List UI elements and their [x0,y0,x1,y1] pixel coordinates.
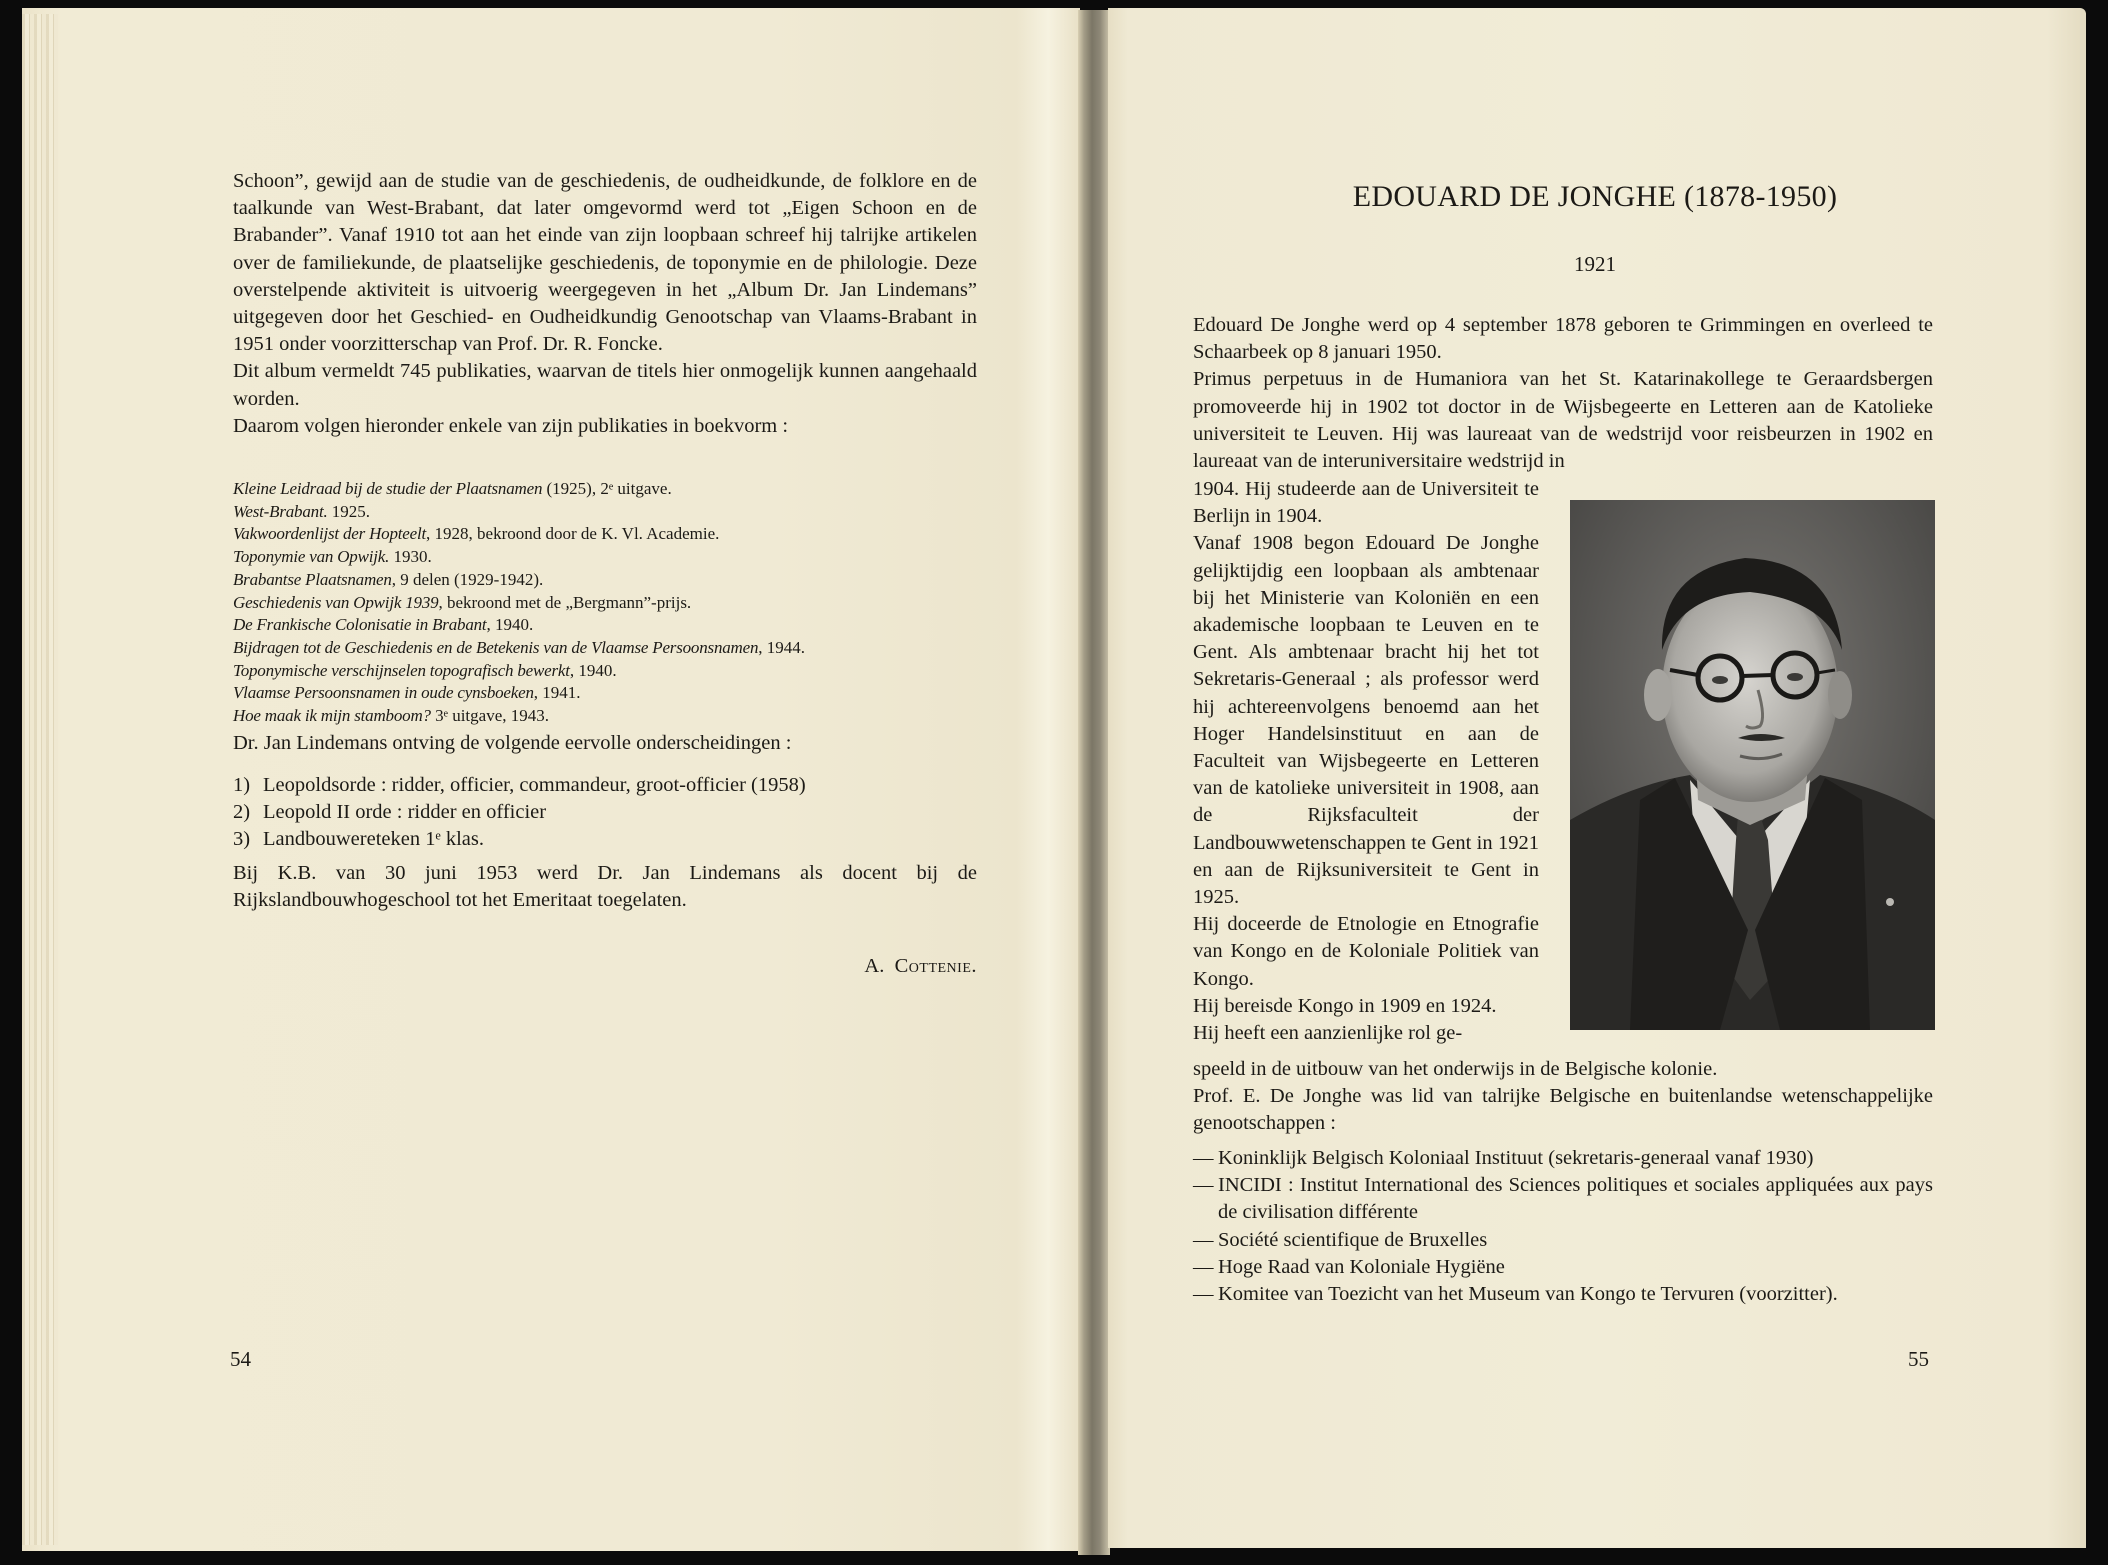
honour-number: 1) [233,774,251,796]
book-gutter [1078,10,1110,1555]
membership-item [1193,1172,1933,1226]
left-body-text [233,168,977,440]
membership-text: Hoge Raad van Koloniale Hygiëne [1218,1255,1505,1278]
closing-paragraph: Bij K.B. van 30 juni 1953 werd Dr. Jan Lindemans als docent bij de Rijkslandbouwhogeschool tot het Emeritaat toegelaten. [233,862,977,912]
paragraph: Hij bereisde Kongo in 1909 en 1924. [1193,994,1497,1017]
publication-title: Toponymie van Opwijk. [233,547,390,567]
honours-list [233,772,993,854]
paragraph: Primus perpetuus in de Humaniora van het St. Katarinakollege te Geraardsbergen promoveerde hij in 1902 tot doctor in de Wijsbegeerte en Letteren aan de Katolieke universiteit te Leuven. Hij was laureaat van de wedstrijd voor reisbeurzen in 1902 en laureaat van de interuniversitaire wedstrijd in [1193,368,1933,473]
page-edge-stack [22,14,58,1545]
membership-text: INCIDI : Institut International des Sciences politiques et sociales appliquées aux pays de civilisation différente [1218,1174,1933,1224]
page-number-right: 55 [1908,1347,1929,1371]
signature-name: Cottenie. [894,955,977,977]
author-signature [700,953,977,980]
publication-title: Vakwoordenlijst der Hopteelt [233,524,427,544]
membership-item [1193,1227,1933,1254]
membership-text: Société scientifique de Bruxelles [1218,1228,1488,1251]
right-wide-text [1193,1056,1933,1138]
honour-number: 3) [233,828,251,851]
paragraph: Hij heeft een aanzienlijke rol ge- [1193,1022,1463,1045]
paragraph: Daarom volgen hieronder enkele van zijn publikaties in boekvorm : [233,414,789,437]
dash-bullet-icon: — [1193,1255,1214,1278]
publication-title: Vlaamse Persoonsnamen in oude cynsboeken [233,683,534,703]
membership-item [1193,1145,1933,1172]
publication-detail: , 1940. [486,615,534,635]
honour-text: Leopoldsorde : ridder, officier, commandeur, groot-officier (1958) [263,774,806,796]
publication-detail: , 1941. [533,683,581,703]
membership-item [1193,1254,1933,1281]
dash-bullet-icon: — [1193,1228,1214,1251]
publication-item [233,592,993,615]
honour-text: Landbouwereteken 1ᵉ klas. [263,828,484,851]
paragraph: Dit album vermeldt 745 publikaties, waarvan de titels hier onmogelijk kunnen aangehaald worden. [233,360,977,410]
honours-intro: Dr. Jan Lindemans ontving de volgende eervolle onderscheidingen : [233,732,792,754]
dash-bullet-icon: — [1193,1283,1214,1306]
paragraph: Hij doceerde de Etnologie en Etnografie van Kongo en de Koloniale Politiek van Kongo. [1193,913,1539,990]
paragraph: Prof. E. De Jonghe was lid van talrijke Belgische en buitenlandse wetenschappelijke genootschappen : [1193,1085,1933,1135]
right-wrapped-text [1193,476,1539,1047]
publication-item [233,569,993,592]
signature-initial: A. [864,955,885,977]
publication-item [233,501,993,524]
honour-item [233,772,993,799]
publication-detail: 3ᵉ uitgave, 1943. [430,706,549,726]
honour-item [233,826,993,853]
publication-title: Hoe maak ik mijn stamboom? [233,706,431,726]
honour-item [233,799,993,826]
publication-title: Kleine Leidraad bij de studie der Plaatsnamen [233,479,543,498]
publication-item [233,660,993,683]
publication-item [233,546,993,569]
publication-detail: 1930. [389,547,432,567]
paragraph: Edouard De Jonghe werd op 4 september 1878 geboren te Grimmingen en overleed te Schaarbeek op 8 januari 1950. [1193,314,1933,364]
chapter-title: EDOUARD DE JONGHE (1878-1950) [1352,180,1838,213]
publication-title: Bijdragen tot de Geschiedenis en de Betekenis van de Vlaamse Persoonsnamen [233,637,759,657]
publication-item [233,637,993,660]
publication-title: De Frankische Colonisatie in Brabant [233,615,487,635]
chapter-year: 1921 [1574,252,1616,276]
memberships-list [1193,1145,1933,1308]
publication-detail: , bekroond met de „Bergmann”-prijs. [438,592,692,612]
right-intro-text [1193,312,1933,475]
publication-title: Toponymische verschijnselen topografisch bewerkt [233,660,570,680]
portrait-photo [1570,500,1935,1030]
publication-item [233,614,993,637]
paragraph: Schoon”, gewijd aan de studie van de geschiedenis, de oudheidkunde, de folklore en de taalkunde van West-Brabant, dat later omgevormd werd tot „Eigen Schoon en de Brabander”. Vanaf 1910 tot aan het einde van zijn loopbaan schreef hij talrijke artikelen over de familiekunde, de plaatselijke geschiedenis, de toponymie en de philologie. Deze overstelpende aktiviteit is uitvoerig weergegeven in het „Album Dr. Jan Lindemans” uitgegeven door het Geschied- en Oudheidkundig Genootschap van Vlaams-Brabant in 1951 onder voorzitterschap van Prof. Dr. R. Foncke. [233,170,977,356]
publication-title: West-Brabant. [233,501,328,521]
publication-detail: , 9 delen (1929-1942). [391,569,544,589]
publication-title: Brabantse Plaatsnamen [233,569,392,589]
honour-number: 2) [233,801,251,824]
membership-text: Koninklijk Belgisch Koloniaal Instituut (sekretaris-generaal vanaf 1930) [1218,1147,1814,1169]
paragraph: Vanaf 1908 begon Edouard De Jonghe gelijktijdig een loopbaan als ambtenaar bij het Ministerie van Koloniën en een akademische loopbaan te Leuven en te Gent. Als ambtenaar bracht hij het tot Sekretaris-Generaal ; als professor werd hij achtereenvolgens benoemd aan het Hoger Handelsinstituut en aan de Faculteit van Wijsbegeerte en Letteren van de katolieke universiteit in 1908, aan de Rijksfaculteit der Landbouwwetenschappen te Gent in 1921 en aan de Rijksuniversiteit te Gent in 1925. [1193,532,1539,909]
dash-bullet-icon: — [1193,1174,1214,1197]
page-number-left: 54 [230,1347,251,1371]
membership-text: Komitee van Toezicht van het Museum van Kongo te Tervuren (voorzitter). [1218,1283,1838,1306]
paragraph: speeld in de uitbouw van het onderwijs in de Belgische kolonie. [1193,1058,1718,1080]
honour-text: Leopold II orde : ridder en officier [263,801,547,824]
dash-bullet-icon: — [1193,1147,1214,1169]
publication-item [233,478,993,501]
publication-item [233,705,993,728]
publication-detail: , 1940. [569,660,617,680]
publication-item [233,682,993,705]
publication-list [233,478,993,728]
publication-detail: , 1944. [758,637,806,657]
publication-detail: , 1928, bekroond door de K. Vl. Academie. [426,524,720,544]
publication-title: Geschiedenis van Opwijk 1939 [233,592,439,612]
publication-item [233,523,993,546]
publication-detail: 1925. [327,501,371,521]
paragraph: 1904. Hij studeerde aan de Universiteit te Berlijn in 1904. [1193,478,1539,528]
portrait-illustration [1570,500,1935,1030]
publication-detail: (1925), 2ᵉ uitgave. [542,479,672,498]
membership-item [1193,1281,1933,1308]
